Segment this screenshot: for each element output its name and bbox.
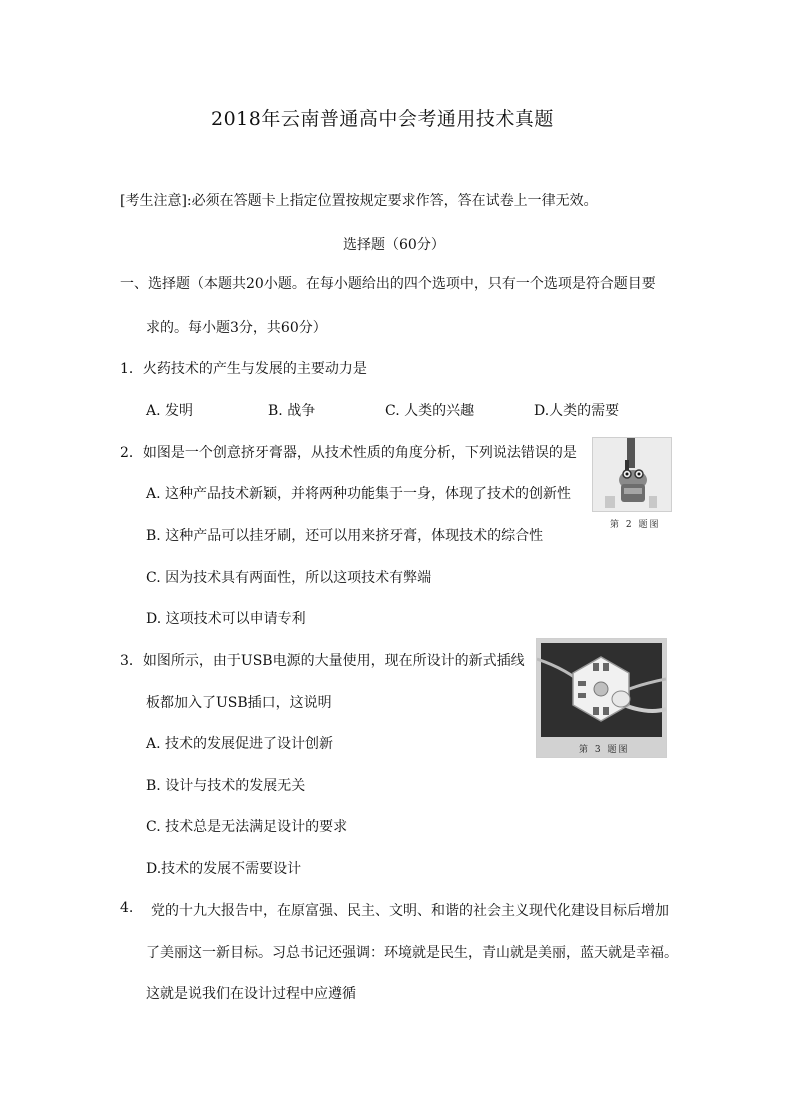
q3-stem-line1: 3．如图所示，由于USB电源的大量使用，现在所设计的新式插线 bbox=[120, 653, 525, 669]
toothpaste-squeezer-image bbox=[593, 438, 671, 511]
q2-option-b: B. 这种产品可以挂牙刷，还可以用来挤牙膏，体现技术的综合性 bbox=[146, 528, 544, 544]
part1-instruction-line1: 一、选择题（本题共20小题。在每小题给出的四个选项中，只有一个选项是符合题目要 bbox=[120, 276, 656, 292]
q4-stem-line1: 党的十九大报告中，在原富强、民主、文明、和谐的社会主义现代化建设目标后增加 bbox=[151, 903, 669, 919]
q3-figure-caption: 第 3 题图 bbox=[579, 745, 630, 755]
q4-number: 4. bbox=[120, 900, 134, 916]
q4-stem-line2: 了美丽这一新目标。习总书记还强调：环境就是民生，青山就是美丽，蓝天就是幸福。 bbox=[146, 945, 678, 961]
q3-option-a: A. 技术的发展促进了设计创新 bbox=[146, 736, 334, 752]
q3-option-d: D.技术的发展不需要设计 bbox=[146, 861, 302, 877]
q2-figure-photo bbox=[592, 437, 672, 512]
section-title: 选择题（60分） bbox=[343, 237, 445, 253]
q2-option-c: C. 因为技术具有两面性，所以这项技术有弊端 bbox=[146, 570, 432, 586]
q2-option-a: A. 这种产品技术新颖，并将两种功能集于一身，体现了技术的创新性 bbox=[146, 486, 572, 502]
q2-option-d: D. 这项技术可以申请专利 bbox=[146, 611, 306, 627]
exam-notice: [考生注意]:必须在答题卡上指定位置按规定要求作答，答在试卷上一律无效。 bbox=[120, 193, 598, 209]
q1-stem: 1．火药技术的产生与发展的主要动力是 bbox=[120, 361, 367, 377]
page-title: 2018年云南普通高中会考通用技术真题 bbox=[211, 108, 554, 130]
q1-option-c: C. 人类的兴趣 bbox=[385, 403, 475, 419]
part1-instruction-line2: 求的。每小题3分，共60分） bbox=[146, 320, 327, 336]
q2-stem: 2．如图是一个创意挤牙膏器，从技术性质的角度分析，下列说法错误的是 bbox=[120, 445, 577, 461]
q3-option-c: C. 技术总是无法满足设计的要求 bbox=[146, 819, 348, 835]
power-strip-image bbox=[537, 639, 666, 757]
q1-option-a: A. 发明 bbox=[146, 403, 194, 419]
q1-option-d: D.人类的需要 bbox=[534, 403, 620, 419]
q3-figure-photo bbox=[536, 638, 667, 758]
q4-stem-line3: 这就是说我们在设计过程中应遵循 bbox=[146, 986, 356, 1002]
q3-stem-line2: 板都加入了USB插口，这说明 bbox=[146, 695, 332, 711]
q3-option-b: B. 设计与技术的发展无关 bbox=[146, 778, 306, 794]
q1-option-b: B. 战争 bbox=[268, 403, 316, 419]
q2-figure-caption: 第 2 题图 bbox=[610, 520, 661, 530]
